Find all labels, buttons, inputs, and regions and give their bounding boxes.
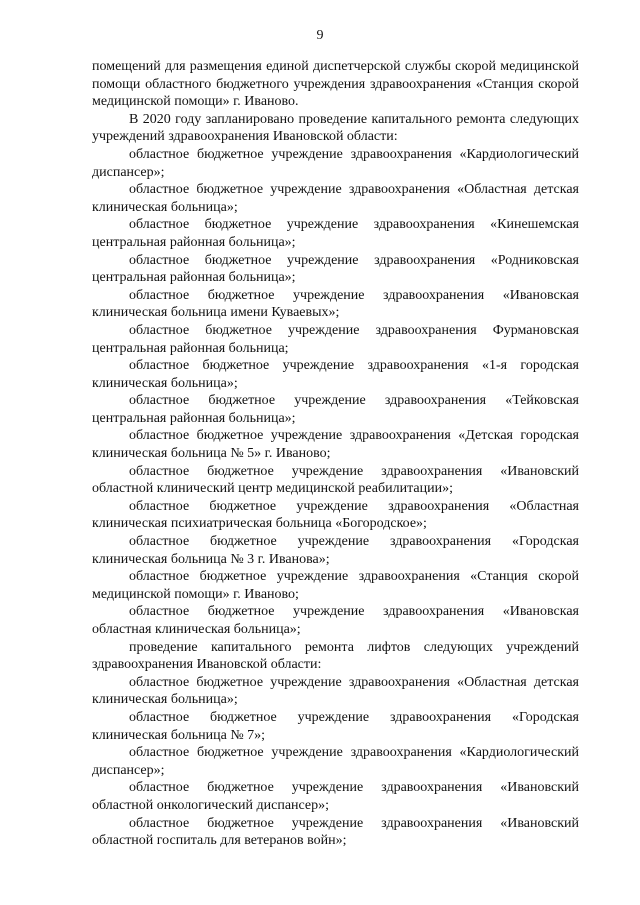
list-item: областное бюджетное учреждение здравоохранения «Кинешемская центральная районная больница»; — [92, 217, 579, 250]
list-item: областное бюджетное учреждение здравоохранения «Ивановский областной онкологический диспансер»; — [92, 780, 579, 813]
list-item: областное бюджетное учреждение здравоохранения «1-я городская клиническая больница»; — [92, 358, 579, 391]
list-item: областное бюджетное учреждение здравоохранения «Ивановский областной клинический центр медицинской реабилитации»; — [92, 463, 579, 497]
paragraph-lifts-intro: проведение капитального ремонта лифтов следующих учреждений здравоохранения Ивановской области: — [92, 639, 579, 673]
paragraph-intro: В 2020 году запланировано проведение капитального ремонта следующих учреждений здравоохранения Ивановской области: — [92, 111, 579, 145]
list-item: областное бюджетное учреждение здравоохранения «Городская клиническая больница № 7»; — [92, 709, 579, 743]
paragraph-continuation: помещений для размещения единой диспетчерской службы скорой медицинской помощи областного бюджетного учреждения здравоохранения «Станция скорой медицинской помощи» г. Иваново. — [92, 59, 579, 110]
list-item: областное бюджетное учреждение здравоохранения «Ивановская областная клиническая больница»; — [92, 604, 579, 637]
list-item: областное бюджетное учреждение здравоохранения «Ивановский областной госпиталь для ветеранов войн»; — [92, 815, 579, 849]
list-item: областное бюджетное учреждение здравоохранения «Родниковская центральная районная больница»; — [92, 252, 579, 286]
list-item: областное бюджетное учреждение здравоохранения «Областная детская клиническая больница»; — [92, 182, 579, 215]
list-item: областное бюджетное учреждение здравоохранения «Областная клиническая психиатрическая больница «Богородское»; — [92, 498, 579, 532]
list-item: областное бюджетное учреждение здравоохранения «Тейковская центральная районная больница»; — [92, 393, 579, 426]
list-item: областное бюджетное учреждение здравоохранения «Городская клиническая больница № 3 г. Иванова»; — [92, 534, 579, 567]
list-item: областное бюджетное учреждение здравоохранения «Кардиологический диспансер»; — [92, 745, 579, 778]
list-item: областное бюджетное учреждение здравоохранения Фурмановская центральная районная больница; — [92, 322, 579, 356]
document-body — [92, 58, 579, 850]
page-number: 9 — [316, 28, 324, 43]
list-item: областное бюджетное учреждение здравоохранения «Областная детская клиническая больница»; — [92, 674, 579, 708]
list-item: областное бюджетное учреждение здравоохранения «Ивановская клиническая больница имени Куваевых»; — [92, 287, 579, 321]
list-item: областное бюджетное учреждение здравоохранения «Детская городская клиническая больница № 5» г. Иваново; — [92, 428, 579, 462]
list-item: областное бюджетное учреждение здравоохранения «Кардиологический диспансер»; — [92, 146, 579, 180]
list-item: областное бюджетное учреждение здравоохранения «Станция скорой медицинской помощи» г. Иваново; — [92, 569, 579, 602]
